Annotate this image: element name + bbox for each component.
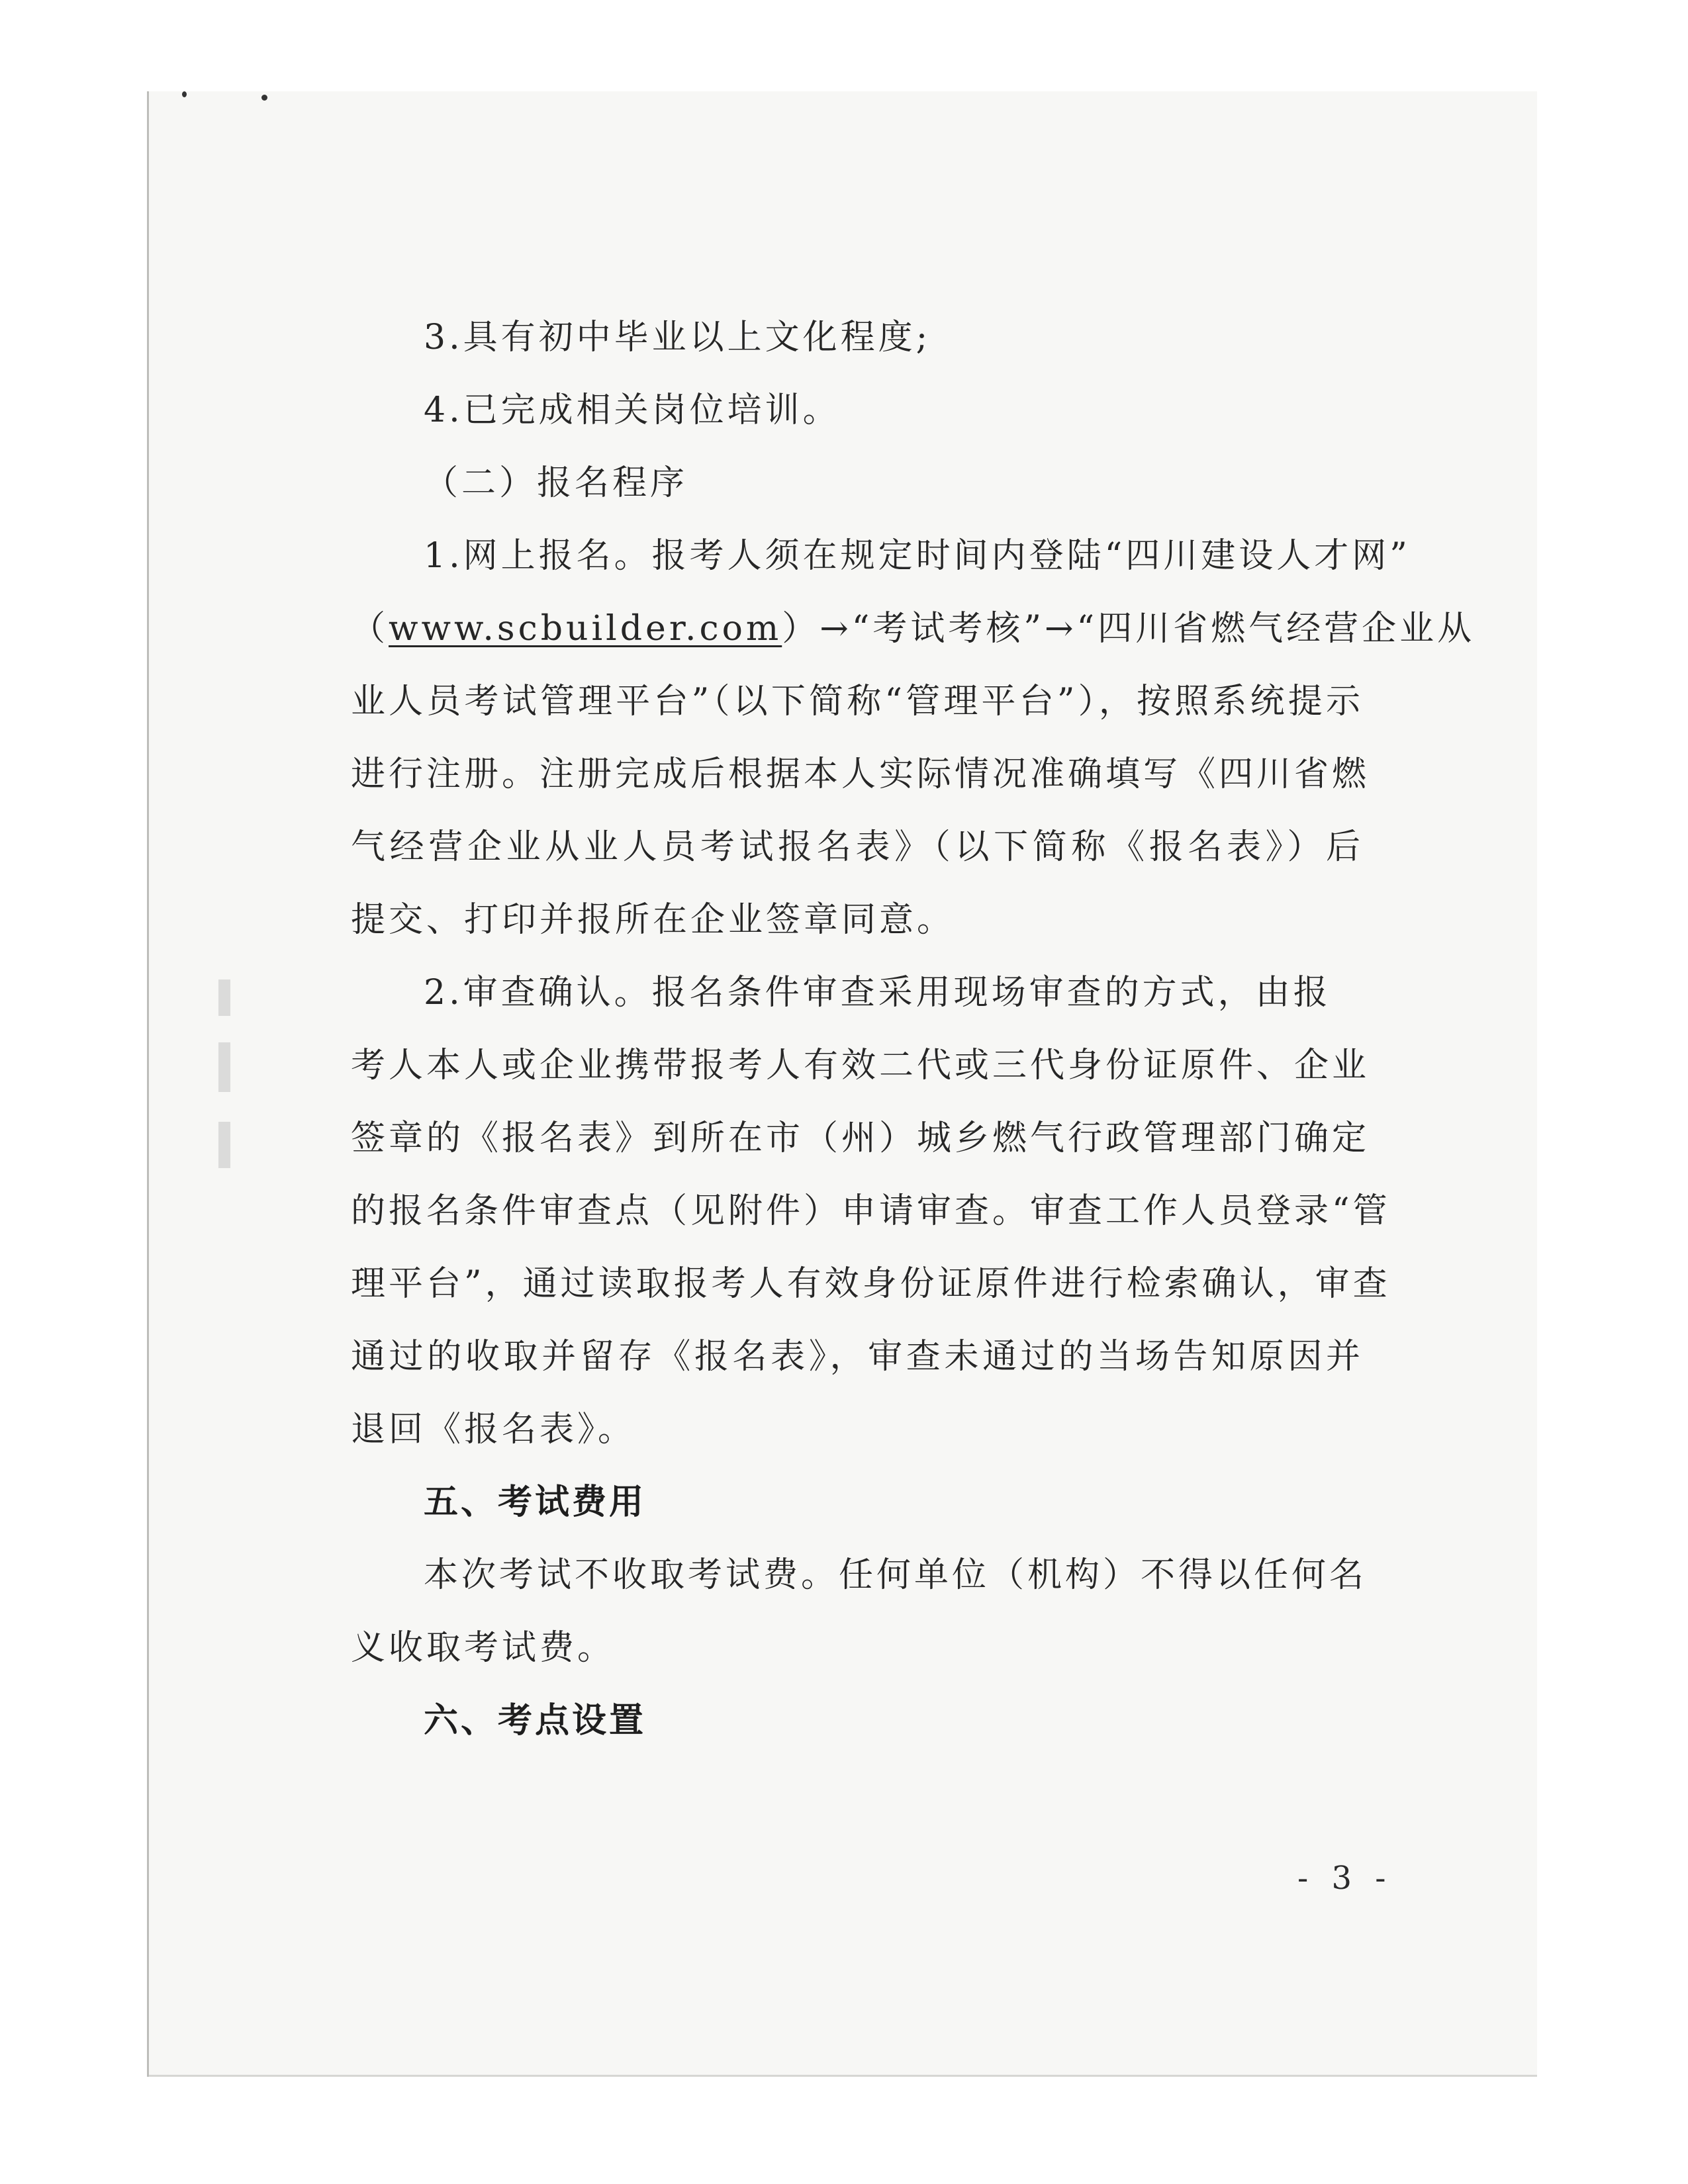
website-link[interactable]: www.scbuilder.com — [389, 609, 782, 649]
page-number: - 3 - — [1297, 1860, 1393, 1897]
paragraph-fees-line: 义收取考试费。 — [351, 1628, 616, 1668]
paragraph-fees-line: 本次考试不收取考试费。任何单位（机构）不得以任何名 — [424, 1555, 1368, 1595]
paren-open: （ — [351, 609, 389, 649]
paragraph-online-registration-line — [351, 609, 1476, 649]
paragraph-online-registration-line: 业人员考试管理平台”（以下简称“管理平台”），按照系统提示 — [351, 682, 1364, 721]
paragraph-review-line: 2.审查确认。报名条件审查采用现场审查的方式，由报 — [424, 973, 1331, 1013]
paragraph-review-line: 的报名条件审查点（见附件）申请审查。审查工作人员登录“管 — [351, 1191, 1391, 1231]
paragraph-online-registration-line: 进行注册。注册完成后根据本人实际情况准确填写《四川省燃 — [351, 754, 1370, 794]
paragraph-review-line: 考人本人或企业携带报考人有效二代或三代身份证原件、企业 — [351, 1046, 1370, 1085]
paragraph-review-line: 理平台”，通过读取报考人有效身份证原件进行检索确认，审查 — [351, 1264, 1391, 1304]
paragraph-review-line: 退回《报名表》。 — [351, 1410, 636, 1449]
paragraph-review-line: 通过的收取并留存《报名表》，审查未通过的当场告知原因并 — [351, 1337, 1364, 1377]
requirement-item-3: 3.具有初中毕业以上文化程度; — [424, 318, 931, 357]
paragraph-online-registration-line: 1.网上报名。报考人须在规定时间内登陆“四川建设人才网” — [424, 536, 1411, 576]
paragraph-online-registration-line: 提交、打印并报所在企业签章同意。 — [351, 900, 955, 940]
paragraph-review-line: 签章的《报名表》到所在市（州）城乡燃气行政管理部门确定 — [351, 1118, 1370, 1158]
heading-exam-sites: 六、考点设置 — [424, 1701, 647, 1741]
paragraph-online-registration-line: 气经营企业从业人员考试报名表》（以下简称《报名表》）后 — [351, 827, 1364, 867]
section-title-registration: （二）报名程序 — [424, 463, 688, 503]
heading-exam-fees: 五、考试费用 — [424, 1482, 647, 1522]
navigation-path: ）→“考试考核”→“四川省燃气经营企业从 — [782, 609, 1476, 649]
requirement-item-4: 4.已完成相关岗位培训。 — [424, 390, 841, 430]
